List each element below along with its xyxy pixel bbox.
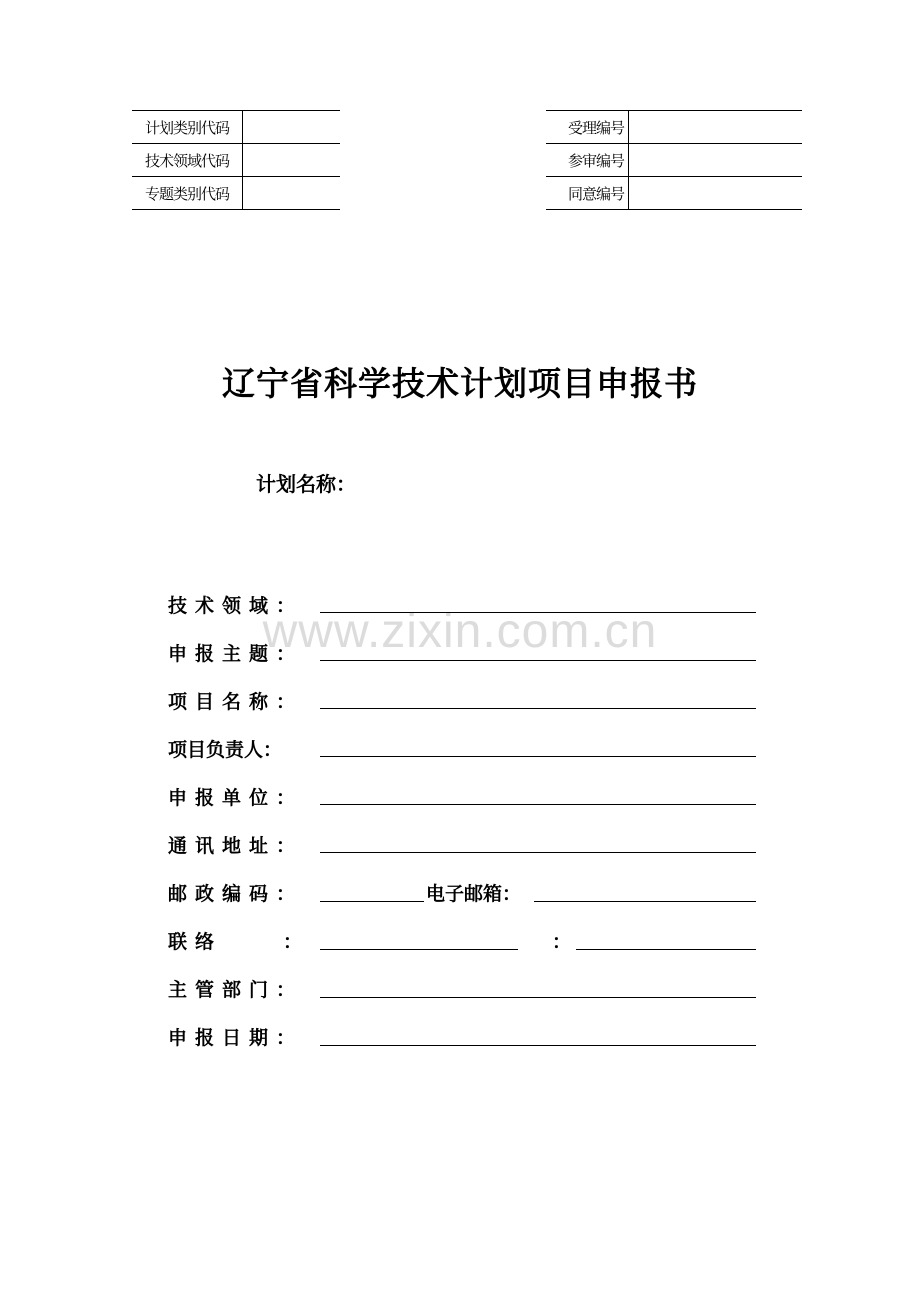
approval-number-field[interactable] [629, 177, 803, 210]
table-row [546, 177, 802, 210]
project-name-label: 项目名称： [168, 691, 304, 713]
tech-field-code-label: 技术领域代码 [132, 144, 243, 177]
watermark: www.zixin.com.cn [262, 605, 658, 658]
applicant-unit-label: 申报单位： [168, 787, 304, 809]
acceptance-number-label: 受理编号 [546, 111, 629, 144]
topic-category-code-label: 专题类别代码 [132, 177, 243, 210]
applicant-unit-input-line[interactable] [320, 804, 756, 805]
table-row [546, 111, 802, 144]
review-number-field[interactable] [629, 144, 803, 177]
email-label: 电子邮箱： [426, 883, 522, 905]
address-label: 通讯地址： [168, 835, 304, 857]
address-input-line[interactable] [320, 852, 756, 853]
email-input-line[interactable] [534, 901, 756, 902]
tech-field-input-line[interactable] [320, 612, 756, 613]
left-code-table [132, 110, 340, 210]
contact-input-line[interactable] [320, 949, 518, 950]
document-title: 辽宁省科学技术计划项目申报书 [222, 364, 698, 403]
contact-colon-second: ： [552, 931, 572, 953]
table-row [132, 177, 340, 210]
approval-number-label: 同意编号 [546, 177, 629, 210]
topic-input-line[interactable] [320, 660, 756, 661]
right-code-table [546, 110, 802, 210]
topic-category-code-field[interactable] [243, 177, 341, 210]
contact-label: 联络 [168, 931, 223, 953]
tech-field-code-field[interactable] [243, 144, 341, 177]
plan-name-label: 计划名称： [256, 472, 356, 496]
project-leader-label: 项目负责人： [168, 739, 283, 761]
plan-category-code-field[interactable] [243, 111, 341, 144]
plan-category-code-label: 计划类别代码 [132, 111, 243, 144]
project-leader-input-line[interactable] [320, 756, 756, 757]
review-number-label: 参审编号 [546, 144, 629, 177]
project-name-input-line[interactable] [320, 708, 756, 709]
contact-colon: ： [283, 931, 303, 953]
table-row [546, 144, 802, 177]
postcode-label: 邮政编码： [168, 883, 304, 905]
tech-field-label: 技术领域： [168, 595, 304, 617]
date-input-line[interactable] [320, 1045, 756, 1046]
department-label: 主管部门： [168, 979, 304, 1001]
table-row [132, 144, 340, 177]
contact-second-input-line[interactable] [576, 949, 756, 950]
table-row [132, 111, 340, 144]
topic-label: 申报主题： [168, 643, 304, 665]
date-label: 申报日期： [168, 1027, 304, 1049]
department-input-line[interactable] [320, 997, 756, 998]
acceptance-number-field[interactable] [629, 111, 803, 144]
postcode-input-line[interactable] [320, 901, 424, 902]
